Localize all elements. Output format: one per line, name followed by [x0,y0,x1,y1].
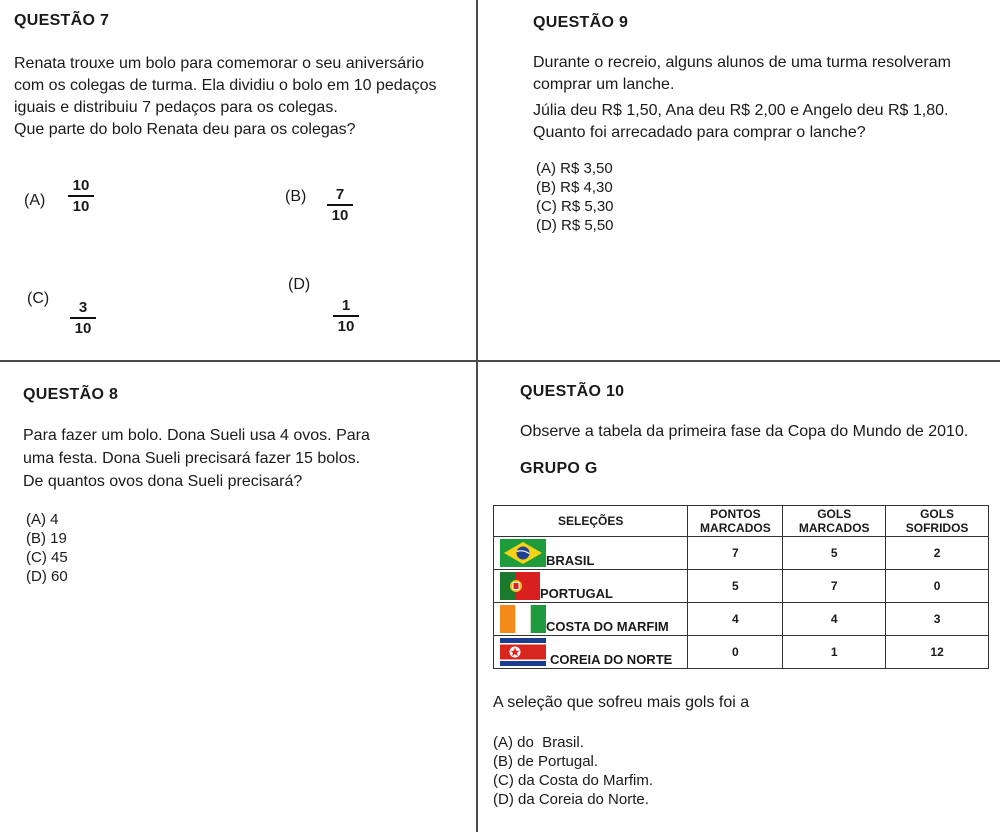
team-cell [494,537,688,570]
table-header-row [494,506,989,537]
portugal-flag-icon [500,572,540,600]
brazil-flag-icon [500,539,546,567]
q10-title: QUESTÃO 10 [520,383,625,400]
gols-sofridos-cell: 12 [886,636,989,669]
q10-options [493,733,653,809]
gols-sofridos-cell: 2 [886,537,989,570]
pontos-cell: 5 [688,570,783,603]
fraction-numerator: 1 [341,297,351,314]
q7-option-b-fraction [327,186,353,224]
q8-option-b: (B) 19 [26,530,67,547]
q10-group-title: GRUPO G [520,460,598,477]
gols-marcados-cell: 1 [783,636,886,669]
group-g-table [493,505,989,669]
fraction-numerator: 3 [78,299,88,316]
fraction-bar [70,317,96,319]
q10-option-b: (B) de Portugal. [493,753,599,770]
q9-statement [533,52,951,144]
gols-sofridos-cell: 3 [886,603,989,636]
table-row [494,570,989,603]
fraction-numerator: 10 [72,177,90,194]
q7-line: iguais e distribuiu 7 pedaços para os colegas. [14,99,338,116]
q7-option-d-fraction [333,297,359,335]
gols-sofridos-cell: 0 [886,570,989,603]
fraction-denominator: 10 [337,317,355,335]
q7-option-c-fraction [70,299,96,337]
team-name: COSTA DO MARFIM [546,619,669,634]
q7-line: com os colegas de turma. Ela dividiu o bolo em 10 pedaços [14,77,437,94]
q8-title: QUESTÃO 8 [23,386,119,403]
q8-line: De quantos ovos dona Sueli precisará? [23,473,303,490]
q7-option-a-label: (A) [24,192,46,209]
q9-line: Quanto foi arrecadado para comprar o lanche? [533,124,866,141]
header-gols-marcados: GOLS MARCADOS [783,506,886,537]
q8-option-a: (A) 4 [26,511,59,528]
north-korea-flag-icon [500,638,546,666]
fraction-bar [327,204,353,206]
q10-prompt: A seleção que sofreu mais gols foi a [493,694,750,711]
team-cell [494,603,688,636]
q7-statement [14,53,436,141]
team-name: BRASIL [546,553,595,568]
fraction-denominator: 10 [331,206,349,224]
horizontal-divider [0,360,1000,362]
table-row [494,603,989,636]
fraction-bar [68,195,94,197]
fraction-numerator: 7 [335,186,345,203]
q9-options [536,159,614,235]
q9-option-b: (B) R$ 4,30 [536,179,613,196]
ivory-coast-flag-icon [500,605,546,633]
vertical-divider [476,0,478,832]
q9-option-a: (A) R$ 3,50 [536,160,613,177]
q7-option-b-label: (B) [285,188,307,205]
pontos-cell: 4 [688,603,783,636]
gols-marcados-cell: 4 [783,603,886,636]
pontos-cell: 0 [688,636,783,669]
gols-marcados-cell: 7 [783,570,886,603]
q7-option-a-fraction [68,177,94,215]
table-row [494,537,989,570]
q8-statement [23,424,370,493]
team-cell [494,570,688,603]
header-gols-sofridos: GOLS SOFRIDOS [886,506,989,537]
q8-line: uma festa. Dona Sueli precisará fazer 15 bolos. [23,450,361,467]
q8-option-c: (C) 45 [26,549,68,566]
q8-option-d: (D) 60 [26,568,68,585]
q7-line: Que parte do bolo Renata deu para os colegas? [14,121,356,138]
table-row [494,636,989,669]
q10-option-a: (A) do Brasil. [493,734,584,751]
q7-title: QUESTÃO 7 [14,12,110,29]
team-cell [494,636,688,669]
q7-line: Renata trouxe um bolo para comemorar o seu aniversário [14,55,424,72]
q9-option-c: (C) R$ 5,30 [536,198,614,215]
fraction-denominator: 10 [74,319,92,337]
q10-intro: Observe a tabela da primeira fase da Copa do Mundo de 2010. [520,423,969,440]
q9-line: Durante o recreio, alguns alunos de uma turma resolveram [533,54,951,71]
team-name: COREIA DO NORTE [550,652,673,667]
q8-options [26,510,68,586]
team-name: PORTUGAL [540,586,613,601]
header-selecoes: SELEÇÕES [494,506,688,537]
q9-option-d: (D) R$ 5,50 [536,217,614,234]
pontos-cell: 7 [688,537,783,570]
q9-title: QUESTÃO 9 [533,14,629,31]
q10-option-c: (C) da Costa do Marfim. [493,772,654,789]
q8-line: Para fazer um bolo. Dona Sueli usa 4 ovos. Para [23,427,370,444]
q9-line: Júlia deu R$ 1,50, Ana deu R$ 2,00 e Angelo deu R$ 1,80. [533,102,949,119]
q7-option-d-label: (D) [288,276,311,293]
q10-option-d: (D) da Coreia do Norte. [493,791,649,808]
header-pontos-marcados: PONTOS MARCADOS [688,506,783,537]
q7-option-c-label: (C) [27,290,50,307]
gols-marcados-cell: 5 [783,537,886,570]
fraction-denominator: 10 [72,197,90,215]
fraction-bar [333,315,359,317]
q9-line: comprar um lanche. [533,76,675,93]
